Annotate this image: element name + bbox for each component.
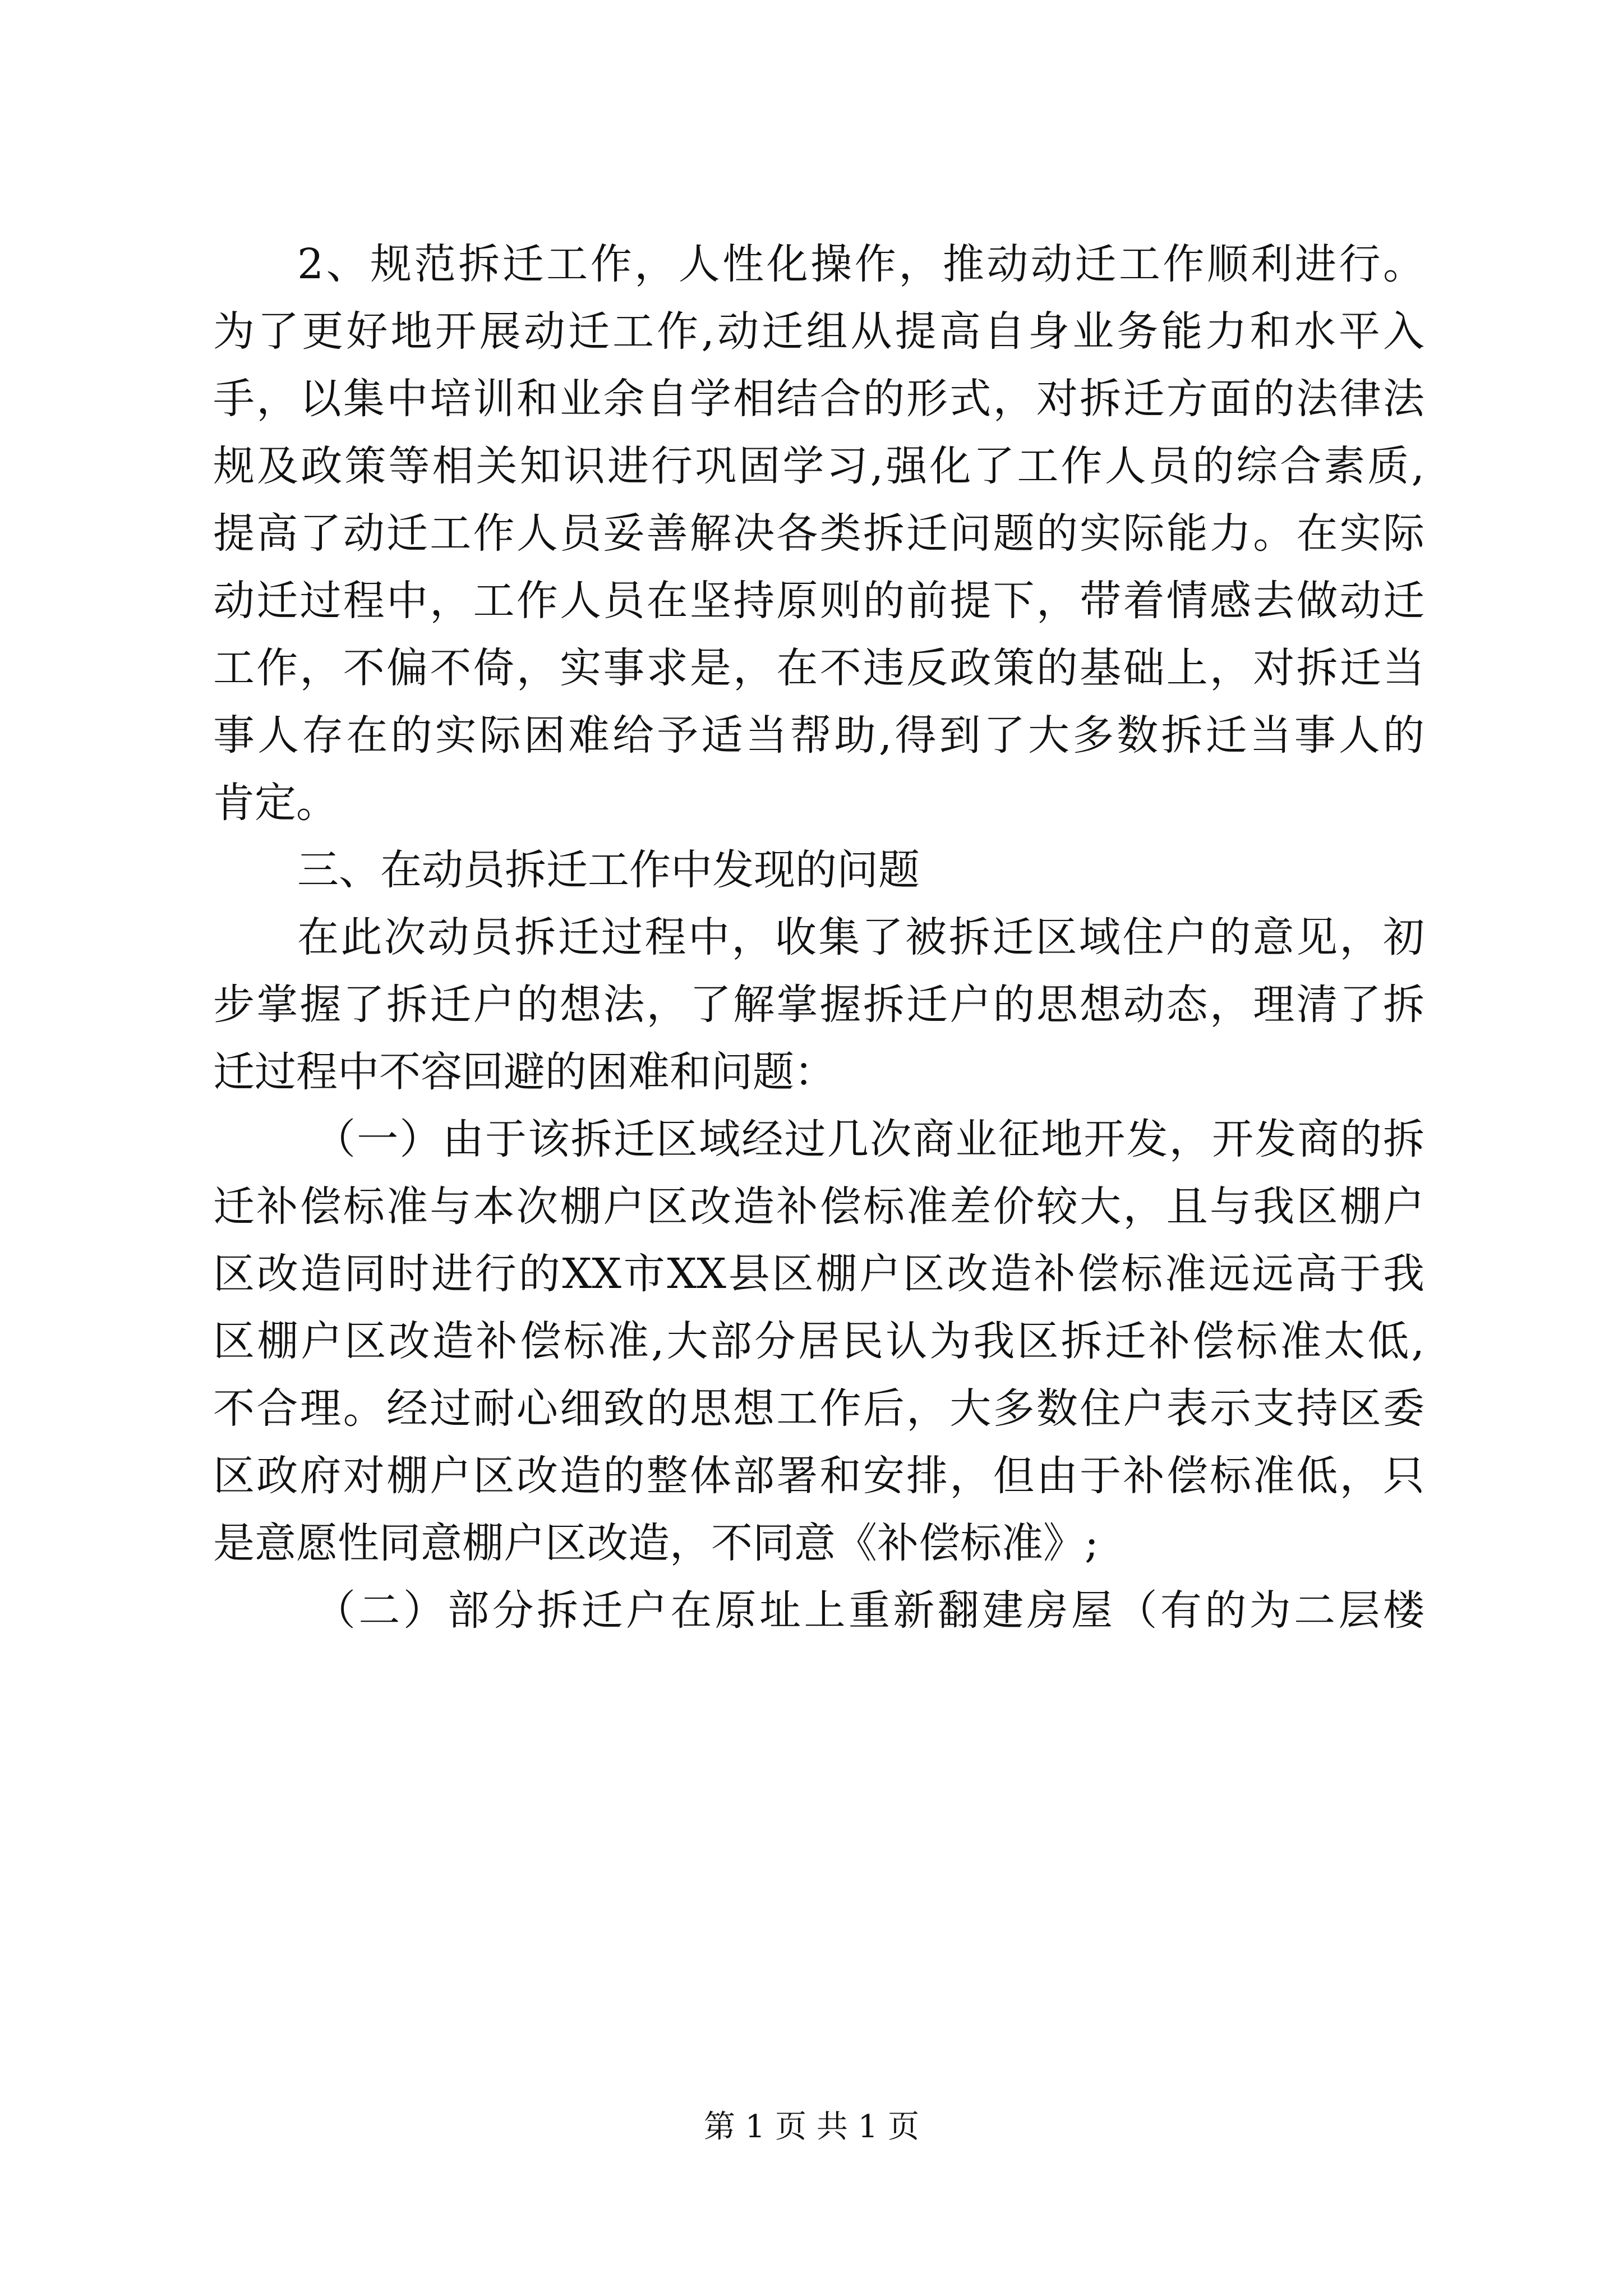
paragraph-line: 为了更好地开展动迁工作,动迁组从提高自身业务能力和水平入: [213, 307, 1424, 356]
paragraph-line: 在此次动员拆迁过程中，收集了被拆迁区域住户的意见，初: [297, 913, 1424, 961]
paragraph-line: 动迁过程中，工作人员在坚持原则的前提下，带着情感去做动迁: [213, 577, 1424, 625]
list-item-line: 区棚户区改造补偿标准,大部分居民认为我区拆迁补偿标准太低,: [213, 1317, 1424, 1365]
paragraph-line: 手，以集中培训和业余自学相结合的形式，对拆迁方面的法律法: [213, 375, 1424, 423]
paragraph-line: 规及政策等相关知识进行巩固学习,强化了工作人员的综合素质,: [213, 442, 1424, 490]
paragraph-line: 提高了动迁工作人员妥善解决各类拆迁问题的实际能力。在实际: [213, 509, 1424, 558]
page-number-footer: 第 1 页 共 1 页: [703, 2109, 920, 2145]
paragraph-line: 事人存在的实际困难给予适当帮助,得到了大多数拆迁当事人的: [213, 711, 1424, 760]
paragraph-line: 迁过程中不容回避的困难和问题：: [213, 1048, 836, 1096]
list-item-line: （一）由于该拆迁区域经过几次商业征地开发，开发商的拆: [314, 1115, 1424, 1163]
paragraph-line: 步掌握了拆迁户的想法，了解掌握拆迁户的思想动态，理清了拆: [213, 981, 1424, 1029]
list-item-line: 区政府对棚户区改造的整体部署和安排，但由于补偿标准低，只: [213, 1452, 1424, 1500]
paragraph-line: 工作，不偏不倚，实事求是，在不违反政策的基础上，对拆迁当: [213, 644, 1424, 692]
list-item-line: 迁补偿标准与本次棚户区改造补偿标准差价较大，且与我区棚户: [213, 1182, 1424, 1231]
list-item-line: 不合理。经过耐心细致的思想工作后，大多数住户表示支持区委: [213, 1384, 1424, 1433]
list-item-line: 是意愿性同意棚户区改造，不同意《补偿标准》;: [213, 1519, 1099, 1567]
paragraph-line: 2、规范拆迁工作，人性化操作，推动动迁工作顺利进行。: [297, 240, 1424, 288]
list-item-line: （二）部分拆迁户在原址上重新翻建房屋（有的为二层楼: [314, 1586, 1424, 1635]
paragraph-line: 肯定。: [213, 779, 338, 827]
section-heading: 三、在动员拆迁工作中发现的问题: [297, 846, 920, 894]
list-item-line: 区改造同时进行的XX市XX县区棚户区改造补偿标准远远高于我: [213, 1250, 1424, 1298]
